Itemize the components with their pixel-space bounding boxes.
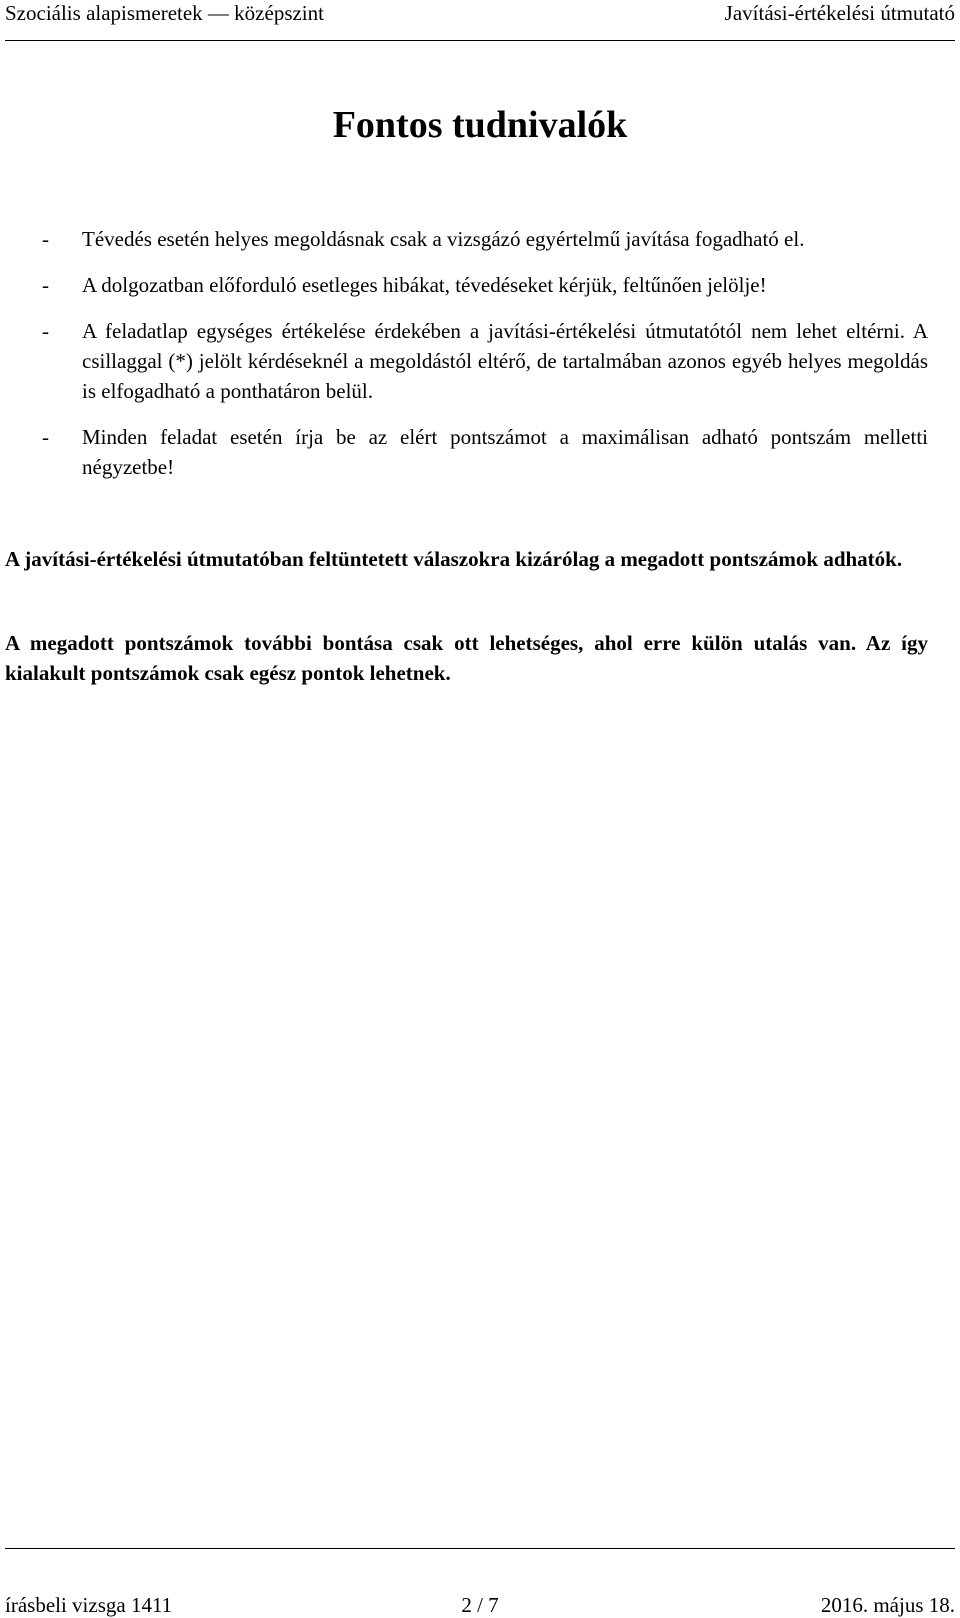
list-dash: - bbox=[42, 227, 49, 251]
list-dash: - bbox=[42, 273, 49, 297]
footer-exam-code: írásbeli vizsga 1411 bbox=[5, 1593, 173, 1617]
scoring-rule-paragraph: A javítási-értékelési útmutatóban feltüntetett válaszokra kizárólag a megadott pontszámok adhatók. bbox=[5, 547, 903, 571]
page-header bbox=[5, 0, 955, 41]
header-doc-type: Javítási-értékelési útmutató bbox=[724, 1, 955, 25]
scoring-breakdown-paragraph: A megadott pontszámok további bontása csak ott lehetséges, ahol erre külön utalás van. Az így kialakult pontszámok csak egész pontok lehetnek. bbox=[5, 631, 928, 685]
list-item-text: Tévedés esetén helyes megoldásnak csak a vizsgázó egyértelmű javítása fogadható el. bbox=[82, 227, 805, 251]
list-item bbox=[0, 316, 960, 406]
list-dash: - bbox=[42, 319, 49, 343]
page-title: Fontos tudnivalók bbox=[332, 104, 628, 146]
list-item-text: A feladatlap egységes értékelése érdekében a javítási-értékelési útmutatótól nem lehet eltérni. A csillaggal (*) jelölt kérdéseknél a megoldástól eltérő, de tartalmában azonos egyéb helyes megoldás is elfogadható a ponthatáron belül. bbox=[82, 319, 928, 403]
instruction-list bbox=[0, 224, 960, 498]
list-item bbox=[0, 270, 960, 300]
page-footer bbox=[5, 1548, 955, 1618]
header-subject: Szociális alapismeretek — középszint bbox=[5, 1, 324, 25]
list-dash: - bbox=[42, 425, 49, 449]
footer-page-number: 2 / 7 bbox=[461, 1593, 499, 1617]
list-item-text: A dolgozatban előforduló esetleges hibákat, tévedéseket kérjük, feltűnően jelölje! bbox=[82, 273, 767, 297]
footer-date: 2016. május 18. bbox=[820, 1593, 955, 1617]
list-item-text: Minden feladat esetén írja be az elért pontszámot a maximálisan adható pontszám melletti négyzetbe! bbox=[82, 425, 928, 479]
list-item bbox=[0, 422, 960, 482]
list-item bbox=[0, 224, 960, 254]
